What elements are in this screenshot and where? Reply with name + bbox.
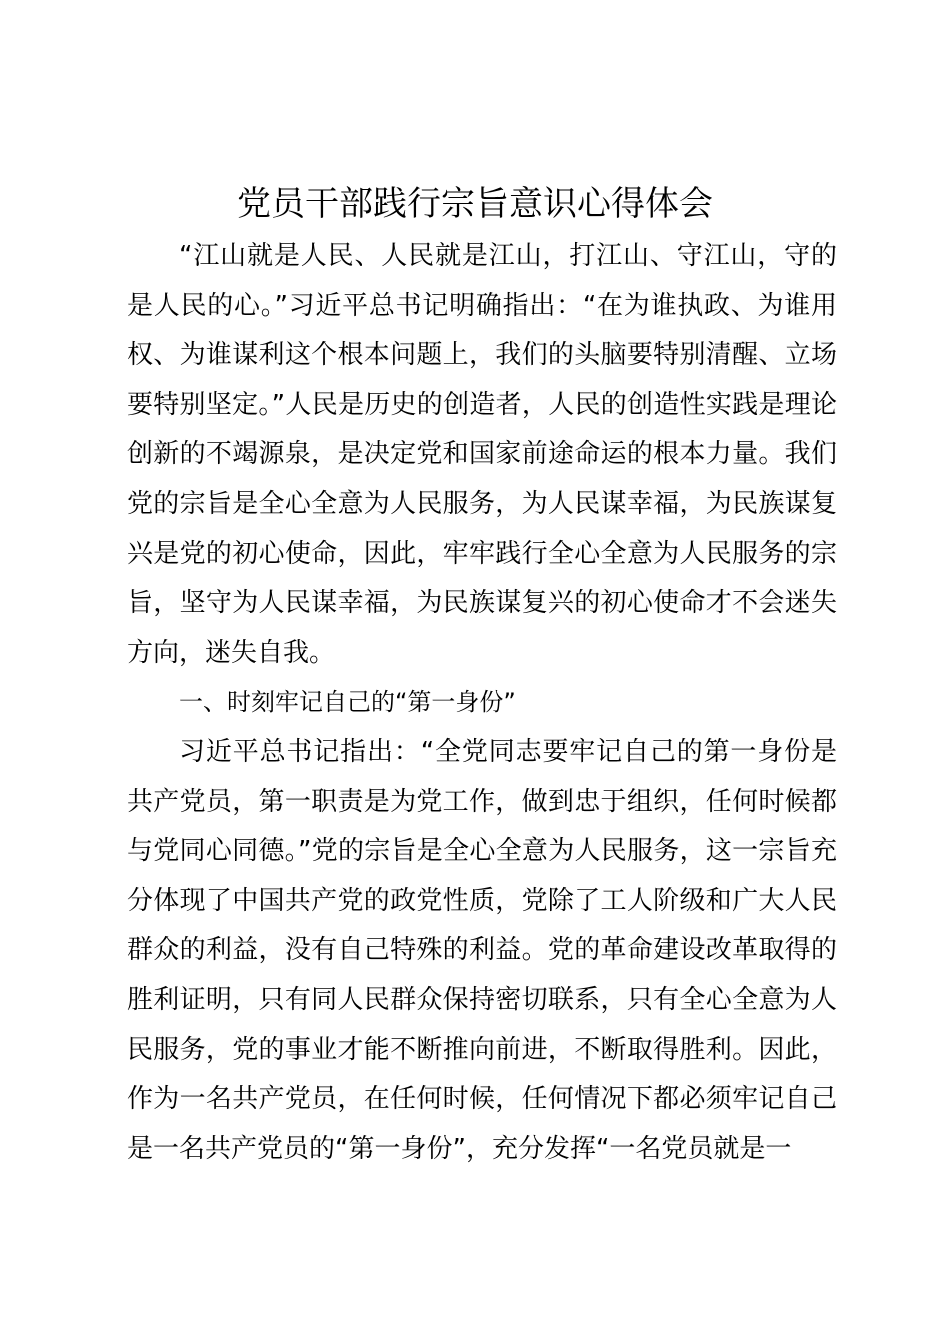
section-1-heading: 一、时刻牢记自己的“第一身份” xyxy=(179,688,516,717)
document-body xyxy=(127,232,837,1174)
section-1-paragraph: 习近平总书记指出：“全党同志要牢记自己的第一身份是共产党员，第一职责是为党工作，做到忠于组织，任何时候都与党同心同德。”党的宗旨是全心全意为人民服务，这一宗旨充分体现了中国共产党的政党性质，党除了工人阶级和广大人民群众的利益，没有自己特殊的利益。党的革命建设改革取得的胜利证明，只有同人民群众保持密切联系，只有全心全意为人民服务，党的事业才能不断推向前进，不断取得胜利。因此，作为一名共产党员，在任何时候，任何情况下都必须牢记自己是一名共产党员的“第一身份”，充分发挥“一名党员就是一 xyxy=(127,736,837,1164)
intro-paragraph: “江山就是人民、人民就是江山，打江山、守江山，守的是人民的心。”习近平总书记明确指出：“在为谁执政、为谁用权、为谁谋利这个根本问题上，我们的头脑要特别清醒、立场要特别坚定。”人民是历史的创造者，人民的创造性实践是理论创新的不竭源泉，是决定党和国家前途命运的根本力量。我们党的宗旨是全心全意为人民服务，为人民谋幸福，为民族谋复兴是党的初心使命，因此，牢牢践行全心全意为人民服务的宗旨，坚守为人民谋幸福，为民族谋复兴的初心使命才不会迷失方向，迷失自我。 xyxy=(127,241,837,668)
document-title: 党员干部践行宗旨意识心得体会 xyxy=(237,184,713,224)
